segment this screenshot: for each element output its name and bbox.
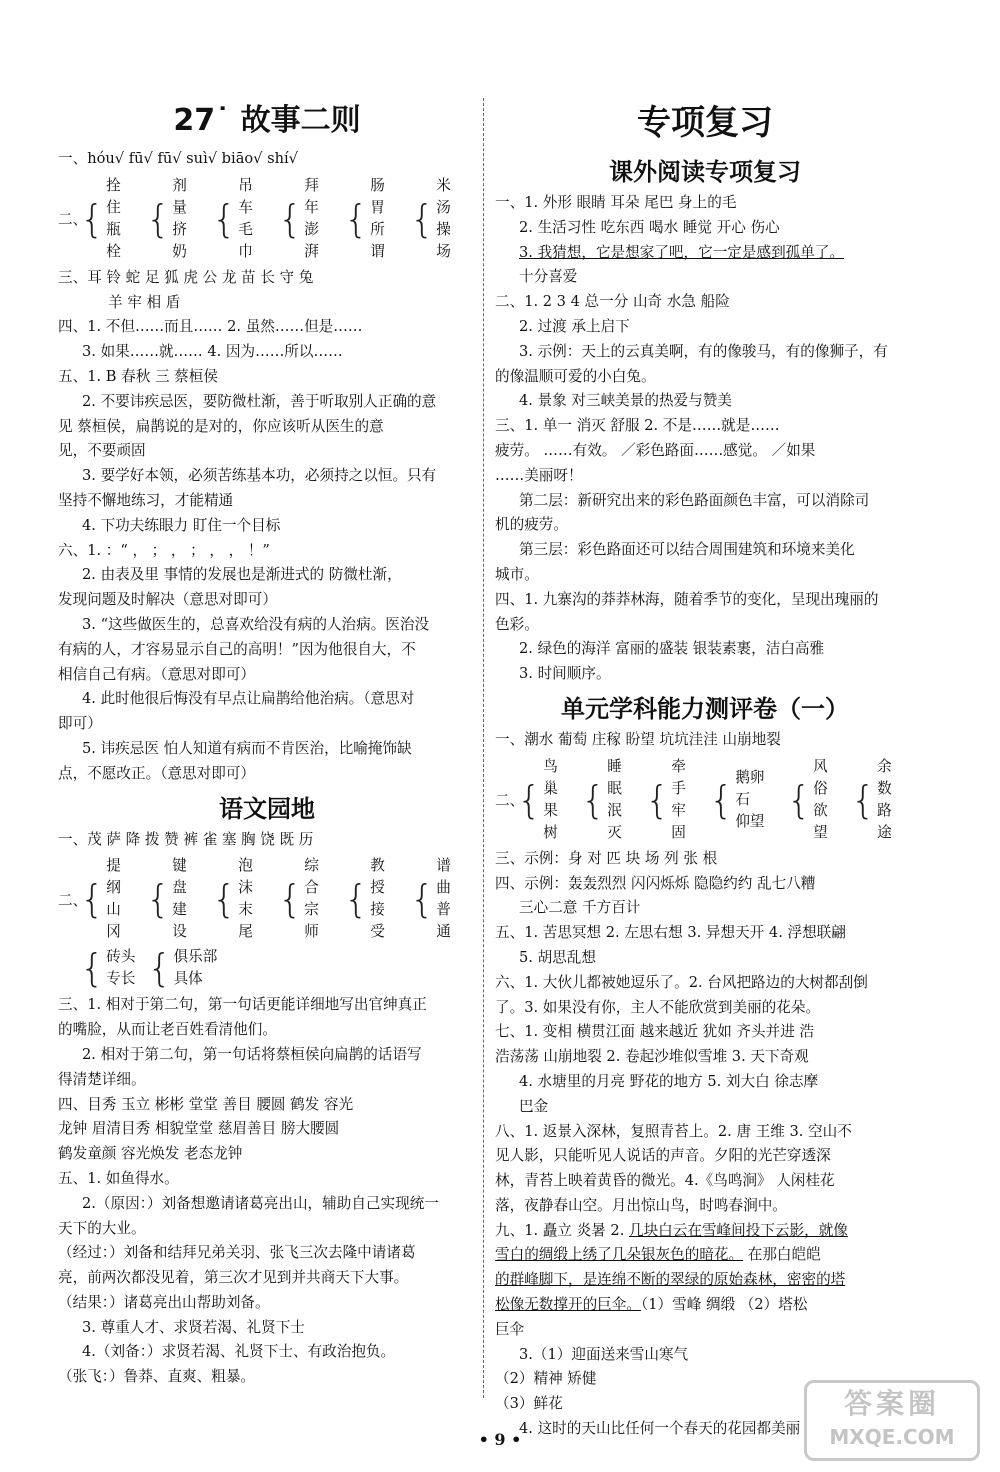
answer-line: 发现问题及时解决（意思对即可）	[58, 591, 277, 609]
word: 牢固	[671, 801, 686, 841]
answer-line: 三、1. 单一 消灭 舒服 2. 不是……就是……	[495, 417, 780, 435]
brace-icon: {	[80, 196, 105, 241]
word: 山冈	[106, 901, 121, 941]
answer-line: 落，夜静春山空。月出惊山鸟，时鸣春涧中。	[495, 1196, 787, 1214]
answer-line: 色彩。	[495, 615, 539, 633]
answer-line: 3. 要学好本领，必须苦练基本功，必须持之以恒。只有	[82, 467, 437, 485]
answer-line: 得清楚详细。	[58, 1070, 146, 1088]
word-pair	[147, 946, 217, 990]
answer-line: 四、1. 九寨沟的莽莽林海，随着季节的变化，呈现出瑰丽的	[495, 590, 879, 608]
answer-line: 四、1. 不但……而且…… 2. 虽然……但是……	[58, 318, 363, 336]
answer-line: 的嘴脸，从而让老百姓看清他们。	[58, 1021, 277, 1039]
word: 澎湃	[304, 220, 319, 260]
answer-line: 四、示例：轰轰烈烈 闪闪烁烁 隐隐约约 乱七八糟	[495, 874, 816, 892]
word-pairs-block	[58, 175, 476, 263]
answer-line	[495, 1293, 915, 1318]
answer-line: 一、潮水 葡萄 庄稼 盼望 坑坑洼洼 山崩地裂	[495, 730, 781, 748]
answer-line: 2. 由表及里 事情的发展也是渐进式的 防微杜渐，	[82, 566, 402, 584]
answer-line: 4. 景象 对三峡美景的热爱与赞美	[519, 392, 732, 410]
word: 鹅卵石	[735, 768, 765, 808]
brace-icon: {	[344, 196, 369, 241]
answer-line: 4. 水塘里的月亮 野花的地方 5. 刘大白 徐志摩	[519, 1072, 819, 1090]
brace-icon: {	[645, 777, 670, 822]
word: 教授	[370, 857, 385, 897]
word: 接受	[370, 901, 385, 941]
word: 建设	[172, 901, 187, 941]
brace-icon: {	[709, 777, 734, 822]
answer-line: 2. 不要讳疾忌医，要防微杜渐，善于听取别人正确的意	[82, 392, 437, 410]
answer-line: 十分喜爱	[519, 268, 578, 286]
answer-line: （结果：）诸葛亮出山帮助刘备。	[58, 1293, 270, 1311]
answer-line: 三、耳 铃 蛇 足 狐 虎 公 龙 苗 长 守 兔	[58, 268, 314, 286]
brace-icon: {	[410, 877, 435, 922]
answer-line: 鹤发童颜 容光焕发 老态龙钟	[58, 1145, 243, 1163]
answer-line: 一、hóu√ fū√ fū√ suì√ biāo√ shí√	[58, 150, 298, 167]
answer-text: （1）雪峰 绸缎 （2）塔松	[640, 1296, 808, 1314]
word-pairs-block	[495, 756, 915, 844]
answer-line: 六、1. 大伙儿都被她逗乐了。2. 台风把路边的大树都刮倒	[495, 973, 868, 991]
answer-line: 2. 生活习性 吃东西 喝水 睡觉 开心 伤心	[519, 218, 780, 236]
answer-line: 五、1. 苦思冥想 2. 左思右想 3. 异想天开 4. 浮想联翩	[495, 924, 846, 942]
word: 拜年	[304, 176, 319, 216]
word: 专长	[106, 970, 136, 988]
section-title: 课外阅读专项复习	[609, 158, 801, 186]
word: 具体	[173, 970, 203, 988]
word: 鸟巢	[543, 757, 558, 797]
word: 风俗	[813, 757, 828, 797]
answer-line: 2. 相对于第二句，第一句话将蔡桓侯向扁鹊的话语写	[82, 1045, 422, 1063]
brace-icon: {	[146, 196, 171, 241]
item-label: 二、	[58, 891, 88, 909]
word-pair	[212, 175, 266, 263]
word-pair	[80, 855, 134, 943]
word-pair	[146, 175, 200, 263]
brace-icon: {	[517, 777, 542, 822]
watermark-logo	[804, 1380, 980, 1461]
brace-icon: {	[147, 946, 172, 991]
word: 肠胃	[370, 176, 385, 216]
brace-icon: {	[80, 877, 105, 922]
answer-line: 2.（原因：）刘备想邀请诸葛亮出山，辅助自己实现统一	[82, 1194, 439, 1212]
answer-line: 5. 胡思乱想	[519, 948, 596, 966]
word: 拴住	[106, 176, 121, 216]
word-pair	[146, 855, 200, 943]
word: 综合	[304, 857, 319, 897]
chapter-title: 专项复习	[637, 103, 773, 143]
word: 瓶栓	[106, 220, 121, 260]
answer-line	[495, 1219, 915, 1244]
word-pair	[517, 756, 569, 844]
answer-line: 机的疲劳。	[495, 516, 568, 534]
underlined-text: 雪白的绸缎上绣了几朵银灰色的暗花。	[495, 1246, 744, 1264]
word: 操场	[436, 220, 451, 260]
word-pair	[212, 855, 266, 943]
left-column	[58, 95, 476, 1390]
word: 牵手	[671, 757, 686, 797]
answer-line: 龙钟 眉清目秀 相貌堂堂 慈眉善目 膀大腰圆	[58, 1120, 340, 1138]
word: 剂量	[172, 176, 187, 216]
brace-icon: {	[850, 777, 876, 822]
answer-line: 3. 示例：天上的云真美啊，有的像骏马，有的像狮子，有	[519, 342, 888, 360]
right-column	[495, 95, 915, 1442]
answer-line: （张飞：）鲁莽、直爽、粗暴。	[58, 1368, 256, 1386]
answer-line: 五、1. B 春秋 三 蔡桓侯	[58, 367, 218, 385]
underlined-text: 松像无数撑开的巨伞。	[495, 1296, 641, 1314]
answer-line: 三、示例：身 对 匹 块 场 列 张 根	[495, 849, 718, 867]
answer-line: 二、1. 2 3 4 总一分 山奇 水急 船险	[495, 293, 730, 311]
word-pair	[278, 175, 332, 263]
word: 果树	[543, 801, 558, 841]
answer-line: 疲劳。 ……有效。 ／彩色路面……感觉。 ／如果	[495, 441, 816, 459]
answer-line: 坚持不懈地练习，才能精通	[58, 491, 234, 509]
brace-icon: {	[80, 946, 105, 991]
word: 普通	[436, 901, 451, 941]
answer-line: 第二层：新研究出来的彩色路面颜色丰富，可以消除司	[519, 491, 870, 509]
answer-line: ……美丽呀！	[495, 466, 583, 484]
answer-line: 见 蔡桓侯，扁鹊说的是对的，你应该听从医生的意	[58, 417, 384, 435]
watermark-url: MXQE.COM	[829, 1425, 955, 1449]
word: 泯灭	[607, 801, 622, 841]
brace-icon: {	[786, 777, 812, 822]
word-pair	[80, 946, 135, 990]
brace-icon: {	[344, 877, 369, 922]
answer-line: 第三层：彩色路面还可以结合周围建筑和环境来美化	[519, 541, 855, 559]
word-pair	[787, 756, 839, 844]
section-title: 语文园地	[219, 794, 315, 823]
section-title: 单元学科能力测评卷（一）	[561, 694, 849, 723]
watermark-text: 答案圈	[843, 1387, 940, 1420]
word: 键盘	[172, 857, 187, 897]
word-pair	[851, 756, 903, 844]
answer-line: 一、茂 萨 降 拨 赞 裤 雀 塞 胸 饶 既 历	[58, 830, 314, 848]
answer-line: 5. 讳疾忌医 怕人知道有病而不肯医治，比喻掩饰缺	[82, 739, 412, 757]
word-pairs-block	[58, 855, 476, 943]
word-pair	[581, 756, 633, 844]
answer-line: 五、1. 如鱼得水。	[58, 1169, 179, 1187]
word: 俱乐部	[173, 948, 218, 966]
word: 米汤	[436, 176, 451, 216]
answer-text: 在那白皑皑	[743, 1246, 821, 1264]
word: 泡沫	[238, 857, 253, 897]
answer-line: 见人影，只能听见人说话的声音。夕阳的光芒穿透深	[495, 1147, 831, 1165]
brace-icon: {	[278, 196, 303, 241]
answer-line: 4. 下功夫练眼力 盯住一个目标	[82, 516, 281, 534]
word-pair	[344, 855, 398, 943]
word-pair	[709, 767, 775, 833]
answer-line: （2）精神 矫健	[495, 1370, 597, 1388]
answer-line: 3. 尊重人才、求贤若渴、礼贤下士	[82, 1318, 305, 1336]
answer-line: 2. 过渡 承上启下	[519, 317, 630, 335]
answer-line: 有病的人，才容易显示自己的高明！”因为他很自大，不	[58, 640, 416, 658]
word: 仰望	[735, 812, 765, 830]
word: 路途	[877, 801, 892, 841]
answer-line: 城市。	[495, 565, 539, 583]
word: 睡眠	[607, 757, 622, 797]
answer-line: 相信自己有病。（意思对即可）	[58, 665, 256, 683]
answer-line: 八、1. 返景入深林，复照青苔上。2. 唐 王维 3. 空山不	[495, 1122, 852, 1140]
underlined-text: 3. 我猜想，它是想家了吧，它一定是感到孤单了。	[519, 243, 845, 261]
answer-line: （3）鲜花	[495, 1395, 563, 1413]
word-pairs-block	[58, 946, 476, 990]
answer-line: 4. 此时他很后悔没有早点让扁鹊给他治病。（意思对	[82, 690, 415, 708]
brace-icon: {	[410, 196, 435, 241]
column-divider	[483, 98, 484, 1398]
answer-line: 七、1. 变相 横贯江面 越来越近 犹如 齐头并进 浩	[495, 1023, 815, 1041]
answer-line: 三心二意 千方百计	[519, 899, 641, 917]
answer-line	[495, 1268, 915, 1293]
answer-line: 4.（刘备：）求贤若渴、礼贤下士、有政治抱负。	[82, 1343, 396, 1361]
word: 吊车	[238, 176, 253, 216]
answer-line: 点，不愿改正。（意思对即可）	[58, 764, 256, 782]
underlined-text: 的群峰脚下，是连绵不断的翠绿的原始森林，密密的塔	[495, 1271, 846, 1289]
word: 欲望	[813, 801, 828, 841]
word: 毛巾	[238, 220, 253, 260]
item-label: 二、	[495, 792, 525, 810]
word: 末尾	[238, 901, 253, 941]
answer-line: 四、目秀 玉立 彬彬 堂堂 善目 腰圆 鹤发 容光	[58, 1095, 354, 1113]
brace-icon: {	[212, 196, 237, 241]
brace-icon: {	[278, 877, 303, 922]
answer-line: 了。3. 如果没有你，主人不能欣赏到美丽的花朵。	[495, 998, 821, 1016]
item-label: 二、	[58, 211, 88, 229]
word: 谱曲	[436, 857, 451, 897]
brace-icon: {	[212, 877, 237, 922]
word-pair	[80, 175, 134, 263]
word: 提纲	[106, 857, 121, 897]
answer-line	[495, 1243, 915, 1268]
word-pair	[410, 855, 464, 943]
word: 宗师	[304, 901, 319, 941]
answer-line: 3.（1）迎面送来雪山寒气	[519, 1345, 689, 1363]
answer-line: 3. “这些做医生的，总喜欢给没有病的人治病。医治没	[82, 615, 430, 633]
answer-line	[495, 241, 915, 266]
answer-line: 即可）	[58, 715, 102, 733]
answer-line: 天下的大业。	[58, 1219, 146, 1237]
answer-line: 3. 时间顺序。	[519, 665, 611, 683]
page-number: • 9 •	[478, 1430, 522, 1449]
answer-text: 九、1. 矗立 炎暑 2.	[495, 1221, 629, 1239]
answer-line: 羊 牢 相 盾	[108, 293, 181, 311]
lesson-title: 27˙ 故事二则	[173, 103, 361, 138]
word: 余数	[877, 757, 892, 797]
answer-line: 亮，前两次都没见着，第三次才见到并共商天下大事。	[58, 1269, 409, 1287]
answer-line: 3. 如果……就…… 4. 因为……所以……	[82, 343, 343, 361]
word-pair	[344, 175, 398, 263]
answer-line: 巨伞	[495, 1320, 525, 1338]
word-pair	[410, 175, 464, 263]
underlined-text: 几块白云在雪峰间投下云影，就像	[628, 1221, 848, 1239]
brace-icon: {	[581, 777, 606, 822]
answer-line: 六、1. ：“ ， ； ， ； ， ， ！”	[58, 541, 270, 559]
answer-line: 2. 绿色的海洋 富丽的盛装 银装素裹，洁白高雅	[519, 640, 825, 658]
word: 砖头	[106, 948, 136, 966]
answer-line: 见，不要顽固	[58, 442, 146, 460]
brace-icon: {	[146, 877, 171, 922]
answer-line: 4. 这时的天山比任何一个春天的花园都美丽	[519, 1420, 801, 1438]
answer-line: 一、1. 外形 眼睛 耳朵 尾巴 身上的毛	[495, 194, 737, 211]
answer-line: 巴金	[519, 1097, 549, 1115]
answer-line: 三、1. 相对于第二句，第一句话更能详细地写出官绅真正	[58, 996, 427, 1014]
answer-line: 浩荡荡 山崩地裂 2. 卷起沙堆似雪堆 3. 天下奇观	[495, 1048, 809, 1066]
answer-line: 林，青苔上映着黄昏的微光。4.《鸟鸣涧》 人闲桂花	[495, 1172, 835, 1190]
answer-line: 的像温顺可爱的小白兔。	[495, 367, 656, 385]
word: 挤奶	[172, 220, 187, 260]
word-pair	[278, 855, 332, 943]
word-pair	[645, 756, 697, 844]
answer-line: （经过：）刘备和结拜兄弟关羽、张飞三次去隆中请诸葛	[58, 1244, 416, 1262]
word: 所谓	[370, 220, 385, 260]
